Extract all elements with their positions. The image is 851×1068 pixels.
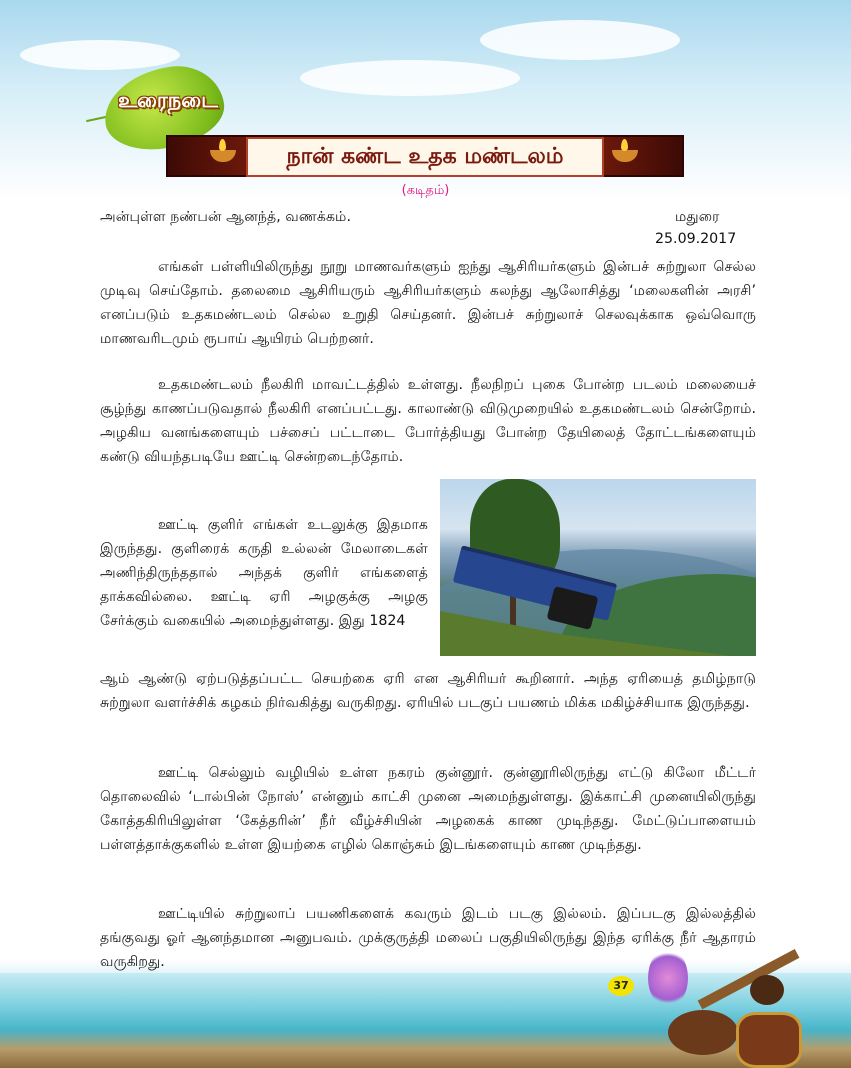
paragraph-2: உதகமண்டலம் நீலகிரி மாவட்டத்தில் உள்ளது. நீலநிறப் புகை போன்ற படலம் மலையைச் சூழ்ந்து காணப்படுவதால் நீலகிரி எனப்பட்டது. காலாண்டு விடுமுறையில் உதகமண்டலம் சென்றோம். அழகிய வனங்களையும் பச்சைப் பட்டாடை போர்த்தியது போன்ற தேயிலைத் தோட்டங்களையும் கண்டு வியந்தபடியே ஊட்டி சென்றடைந்தோம். (100, 377, 756, 465)
paragraph-1: எங்கள் பள்ளியிலிருந்து நூறு மாணவர்களும் ஐந்து ஆசிரியர்களும் இன்பச் சுற்றுலா செல்ல முடிவு செய்தோம். தலைமை ஆசிரியரும் ஆசிரியர்களும் கலந்து ஆலோசித்து ‘மலைகளின் அரசி’ எனப்படும் உதகமண்டலம் செல்ல உறுதி செய்தனர். இன்பச் சுற்றுலாச் செலவுக்காக ஒவ்வொரு மாணவரிடமும் ரூபாய் ஆயிரம் பெற்றனர். (100, 259, 756, 347)
cloud (480, 20, 680, 60)
cloud (300, 60, 520, 96)
letter-place: மதுரை (675, 209, 720, 225)
paragraph-5: ஊட்டி செல்லும் வழியில் உள்ள நகரம் குன்னூர். குன்னூரிலிருந்து எட்டு கிலோ மீட்டர் தொலைவில் ‘டால்பின் நோஸ்’ என்னும் காட்சி முனை அமைந்துள்ளது. இக்காட்சி முனையிலிருந்து கோத்தகிரியிலுள்ள ‘கேத்தரின்’ நீர் வீழ்ச்சியின் அழகைக் காண முடிந்தது. மேட்டுப்பாளையம் பள்ளத்தாக்குகளில் உள்ள இயற்கை எழில் கொஞ்சும் இடங்களையும் காண முடிந்தது. (100, 765, 756, 853)
paragraph-6: ஊட்டியில் சுற்றுலாப் பயணிகளைக் கவரும் இடம் படகு இல்லம். இப்படகு இல்லத்தில் தங்குவது ஓர் ஆனந்தமான அனுபவம். முக்குருத்தி மலைப் பகுதியிலிருந்து இந்த ஏரிக்கு நீர் ஆதாரம் வருகிறது. (100, 906, 756, 970)
paragraph-3: ஊட்டி குளிர் எங்கள் உடலுக்கு இதமாக இருந்தது. குளிரைக் கருதி உல்லன் மேலாடைகள் அணிந்திருந்ததால் அந்தக் குளிர் எங்களைத் தாக்கவில்லை. ஊட்டி ஏரி அழகுக்கு அழகு சேர்க்கும் வகையில் அமைந்துள்ளது. இது 1824 (100, 517, 428, 629)
letter-greeting: அன்புள்ள நண்பன் ஆனந்த், வணக்கம். (100, 209, 351, 225)
letter-date: 25.09.2017 (655, 231, 737, 247)
veena-icon (668, 1010, 738, 1055)
veena-gourd (750, 975, 784, 1005)
page-title: நான் கண்ட உதக மண்டலம் (246, 137, 604, 177)
cloud (20, 40, 180, 70)
flame-icon (621, 139, 628, 151)
subtitle: (கடிதம்) (401, 183, 450, 198)
ooty-train-photo (440, 479, 756, 656)
flame-icon (219, 139, 226, 151)
page-number: 37 (608, 976, 634, 996)
section-tag: உரைநடை (118, 88, 218, 112)
paragraph-4: ஆம் ஆண்டு ஏற்படுத்தப்பட்ட செயற்கை ஏரி என ஆசிரியர் கூறினார். அந்த ஏரியைத் தமிழ்நாடு சுற்றுலா வளர்ச்சிக் கழகம் நிர்வகித்து வருகிறது. ஏரியில் படகுப் பயணம் மிக்க மகிழ்ச்சியாக இருந்தது. (100, 671, 756, 711)
flower-icon (648, 948, 688, 1008)
drum-icon (736, 1012, 802, 1068)
